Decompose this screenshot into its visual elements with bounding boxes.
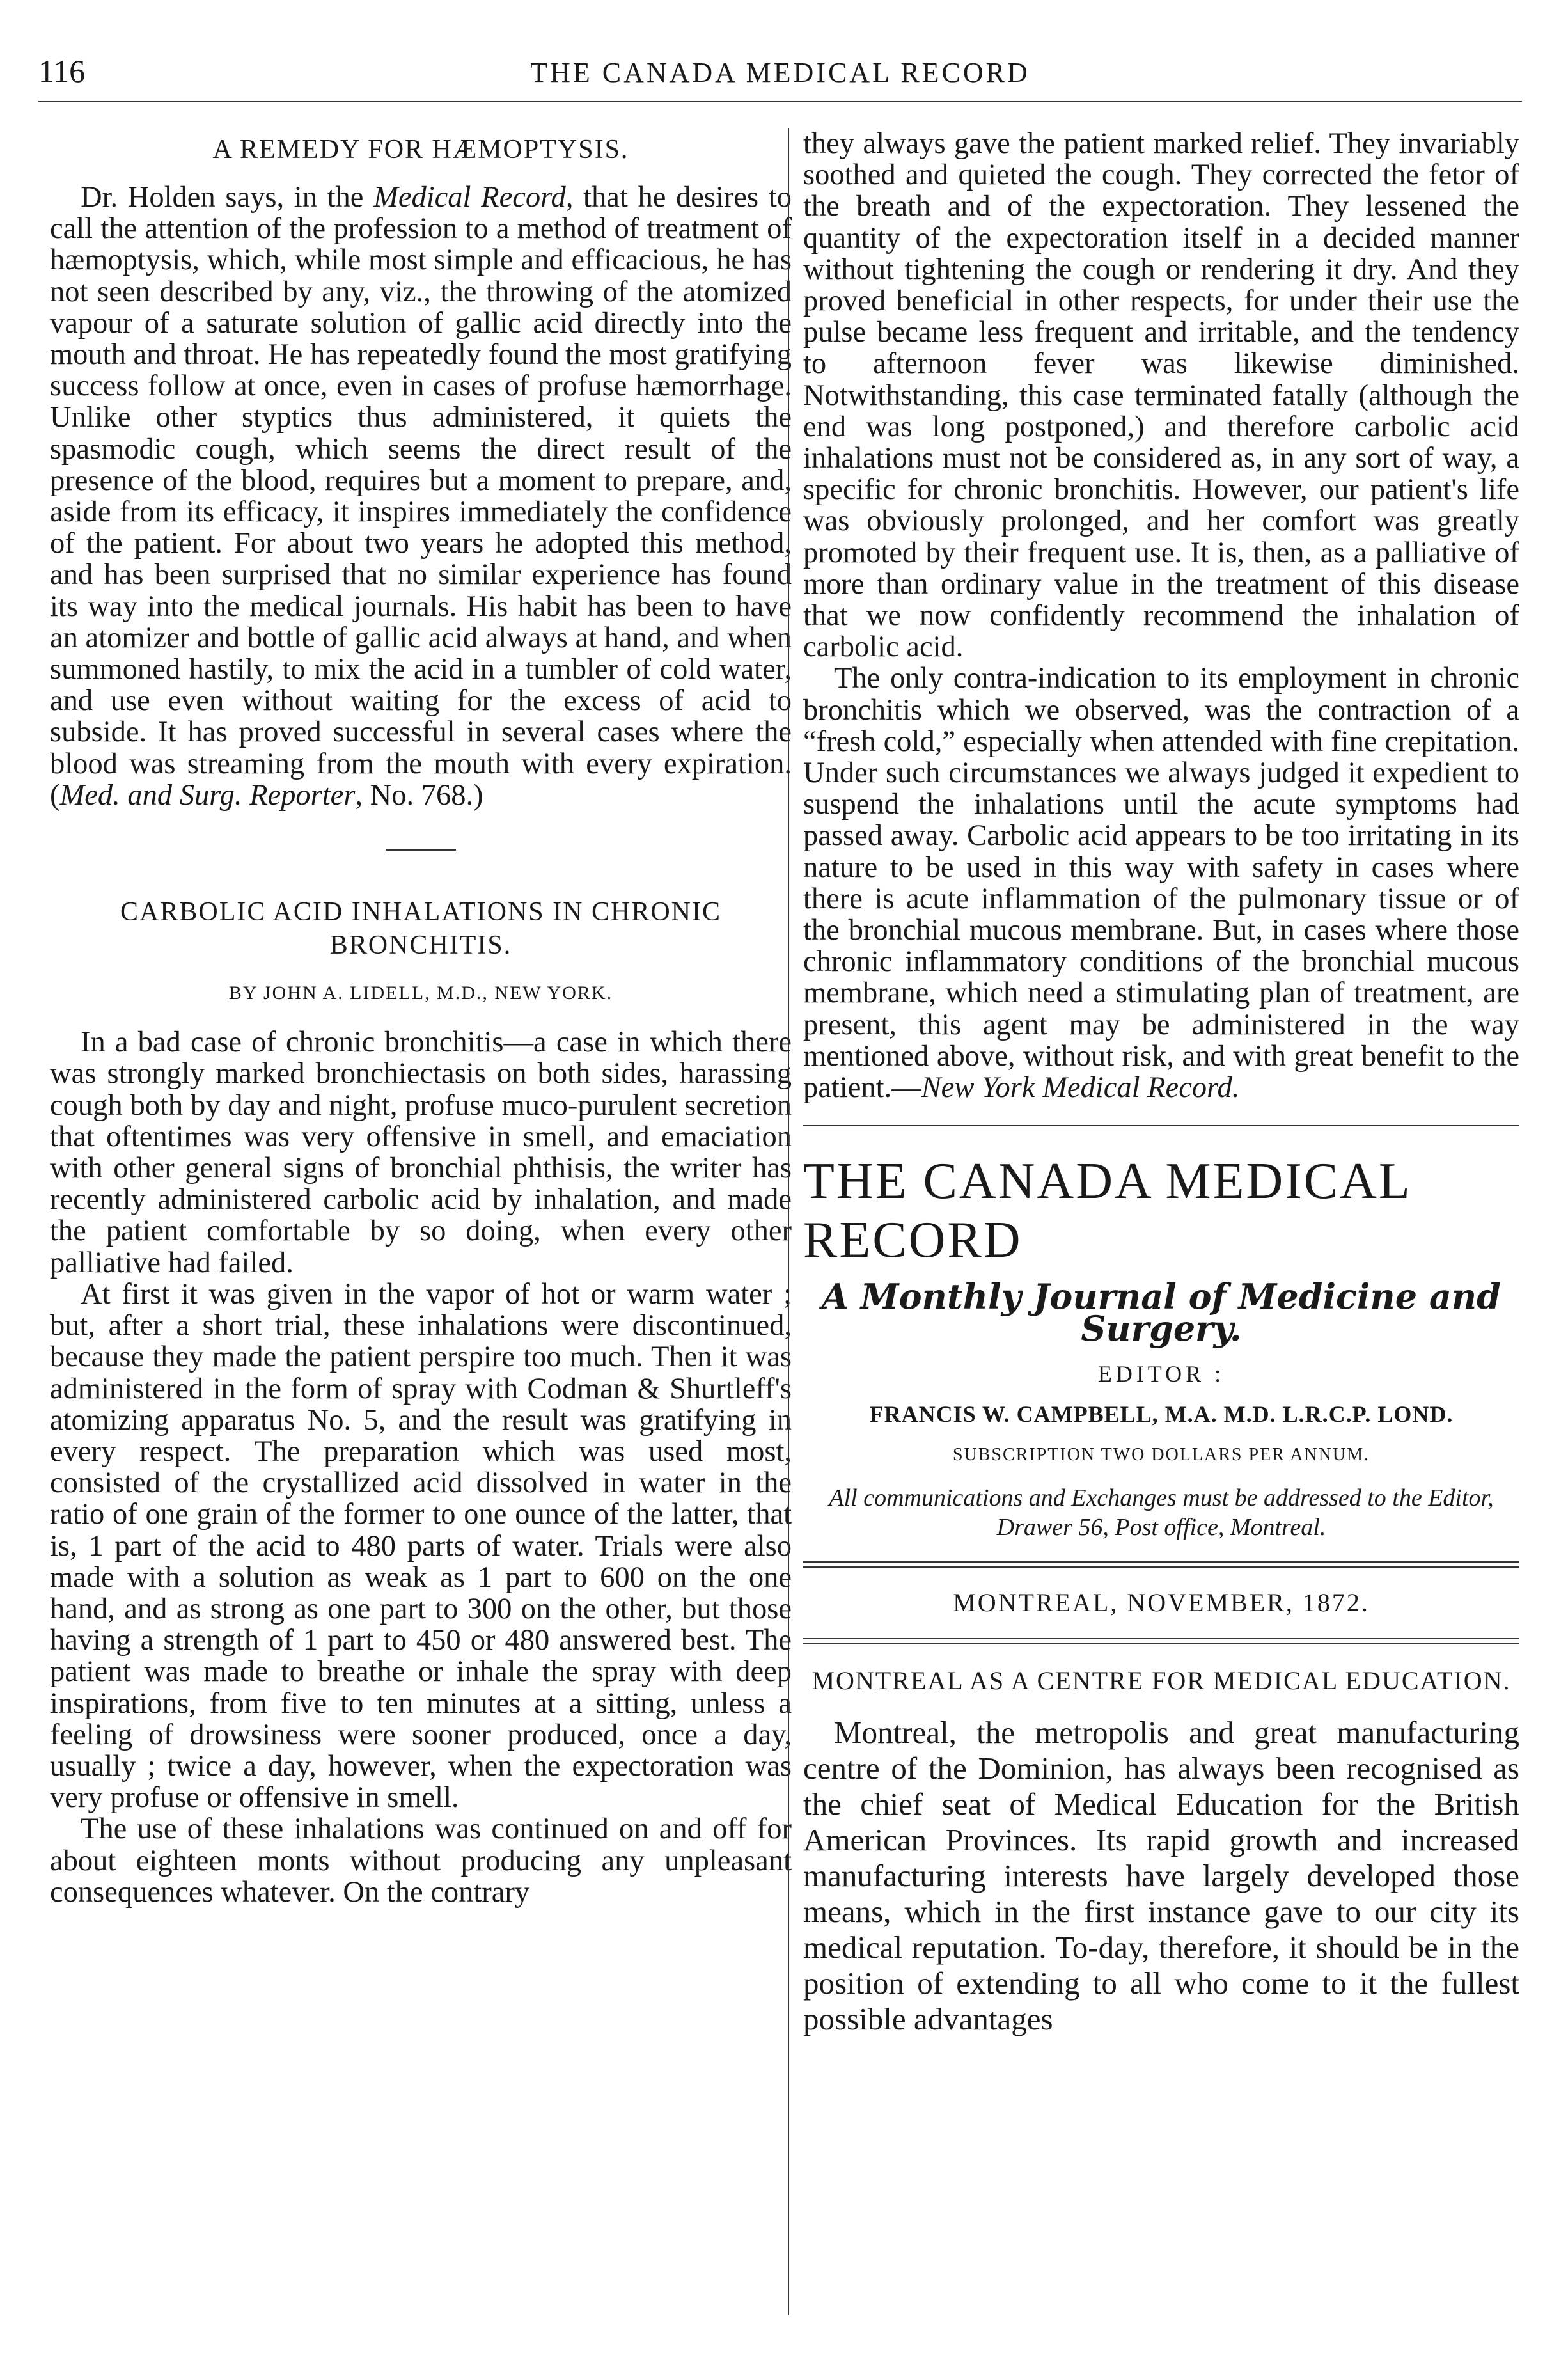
right-column	[803, 128, 1519, 2037]
communications-note: All communications and Exchanges must be addressed to the Editor, Drawer 56, Post office, Montreal.	[829, 1485, 1494, 1541]
header-rule	[38, 101, 1522, 102]
remedy-paragraph	[50, 182, 792, 811]
carbolic-byline: BY JOHN A. LIDELL, M.D., NEW YORK.	[228, 982, 613, 1004]
remedy-citation-source: Med. and Surg. Reporter	[59, 778, 356, 812]
running-title: THE CANADA MEDICAL RECORD	[530, 57, 1030, 88]
carbolic-continuation-paragraph: they always gave the patient marked relief. They invariably soothed and quieted the cough. They corrected the fetor of the breath and of the expectoration. They lessened the quantity of the expectoration itself in a decided manner without tightening the cough or rendering it dry. And they proved beneficial in other respects, for under their use the pulse became less frequent and irritable, and the tendency to afternoon fever was likewise diminished. Notwithstanding, this case terminated fatally (although the end was long postponed,) and therefore carbolic acid inhalations must not be considered as, in any sort of way, a specific for chronic bronchitis. However, our patient's life was obviously prolonged, and her comfort was greatly promoted by their frequent use. It is, then, as a palliative of more than ordinary value in the treatment of this disease that we now confidently recommend the inhalation of carbolic acid.	[803, 127, 1519, 664]
page-header	[38, 45, 1522, 102]
contra-indication-paragraph	[803, 663, 1519, 1103]
dateline-double-rule	[803, 1638, 1519, 1644]
section-divider	[386, 849, 456, 851]
editor-label: EDITOR :	[1097, 1360, 1225, 1387]
remedy-text-b: that he desires to call the attention of the profession to a method of treatment of hæmoptysis, which, while most simple and efficacious, he has not seen described by any, viz., the throwing of the atomized vapour of a saturate solution of gallic acid directly into the mouth and throat. He has repeatedly found the most gratifying success follow at once, even in cases of profuse hæmorrhage. Unlike other styptics thus administered, it quiets the spasmodic cough, which seems the direct result of the presence of the blood, requires but a moment to prepare, and, aside from its efficacy, it inspires immediately the confidence of the patient. For about two years he adopted this method, and has been surprised that no similar experience has found its way into the medical journals. His habit has been to have an atomizer and bottle of gallic acid always at hand, and when summoned hastily, to mix the acid in a tumbler of cold water, and use even without waiting for the excess of acid to subside. It has proved successful in several cases where the blood was streaming from the mouth with every expiration.	[50, 181, 792, 780]
editor-name: FRANCIS W. CAMPBELL, M.A. M.D. L.R.C.P. LOND.	[869, 1401, 1454, 1427]
masthead-top-rule	[803, 1125, 1519, 1126]
masthead-title: THE CANADA MEDICAL RECORD	[803, 1153, 1410, 1269]
dateline: MONTREAL, NOVEMBER, 1872.	[953, 1588, 1370, 1618]
column-divider	[788, 128, 789, 2315]
carbolic-paragraph-3: The use of these inhalations was continued on and off for about eighteen monts without producing any unpleasant consequences whatever. On the contrary	[50, 1813, 792, 1909]
subscription-note: SUBSCRIPTION TWO DOLLARS PER ANNUM.	[952, 1445, 1370, 1465]
remedy-article-title: A REMEDY FOR HÆMOPTYSIS.	[212, 135, 629, 164]
editorial-paragraph: Montreal, the metropolis and great manufacturing centre of the Dominion, has always been recognised as the chief seat of Medical Education for the British American Provinces. Its rapid growth and increased manufacturing interests have largely developed those means, which in the first instance gave to our city its medical reputation. To-day, therefore, it should be in the position of extending to all who come to it the fullest possible advantages	[803, 1714, 1519, 2036]
contra-indication-text: The only contra-indication to its employment in chronic bronchitis which we observed, was the contraction of a “fresh cold,” especially when attended with fine crepitation. Under such circumstances we always judged it expedient to suspend the inhalations until the acute symptoms had passed away. Carbolic acid appears to be too irritating in its nature to be used in this way with safety in cases where there is acute inflammation of the pulmonary tissue or of the bronchial mucous membrane. But, in cases where those chronic inflammatory conditions of the bronchial mucous membrane, which need a stimulating plan of treatment, are present, this agent may be administered in the way mentioned above, without risk, and with great benefit to the patient.—	[803, 662, 1519, 1105]
remedy-citation-open: (	[50, 778, 60, 812]
masthead-double-rule	[803, 1561, 1519, 1568]
carbolic-paragraph-1: In a bad case of chronic bronchitis—a case in which there was strongly marked bronchiectasis on both sides, harassing cough both by day and night, profuse muco-purulent secretion that oftentimes was very offensive in smell, and emaciation with other general signs of bronchial phthisis, the writer has recently administered carbolic acid by inhalation, and made the patient comfortable by so doing, when every other palliative had failed.	[50, 1026, 792, 1279]
left-column	[50, 128, 792, 1908]
masthead-subtitle: A Monthly Journal of Medicine and Surgery.	[822, 1276, 1501, 1349]
contra-indication-source: New York Medical Record.	[921, 1071, 1240, 1105]
remedy-text-a: Dr. Holden says, in the	[81, 181, 374, 214]
carbolic-article-title: CARBOLIC ACID INHALATIONS IN CHRONIC BRONCHITIS.	[120, 897, 721, 961]
page-number: 116	[38, 53, 86, 89]
editorial-title: MONTREAL AS A CENTRE FOR MEDICAL EDUCATION.	[811, 1666, 1511, 1695]
remedy-journal-name: Medical Record,	[373, 181, 574, 214]
remedy-citation-rest: , No. 768.)	[355, 778, 483, 812]
carbolic-paragraph-2: At first it was given in the vapor of hot or warm water ; but, after a short trial, these inhalations were discontinued, because they made the patient perspire too much. Then it was administered in the form of spray with Codman & Shurtleff's atomizing apparatus No. 5, and the result was gratifying in every respect. The preparation which was used most, consisted of the crystallized acid dissolved in water in the ratio of one grain of the former to one ounce of the latter, that is, 1 part of the acid to 480 parts of water. Trials were also made with a solution as weak as 1 part to 600 on the one hand, and as strong as one part to 300 on the other, but those having a strength of 1 part to 450 or 480 answered best. The patient was made to breathe or inhale the spray with deep inspirations, from five to ten minutes at a sitting, unless a feeling of drowsiness were sooner produced, once a day, usually ; twice a day, however, when the expectoration was very profuse or offensive in smell.	[50, 1277, 792, 1815]
